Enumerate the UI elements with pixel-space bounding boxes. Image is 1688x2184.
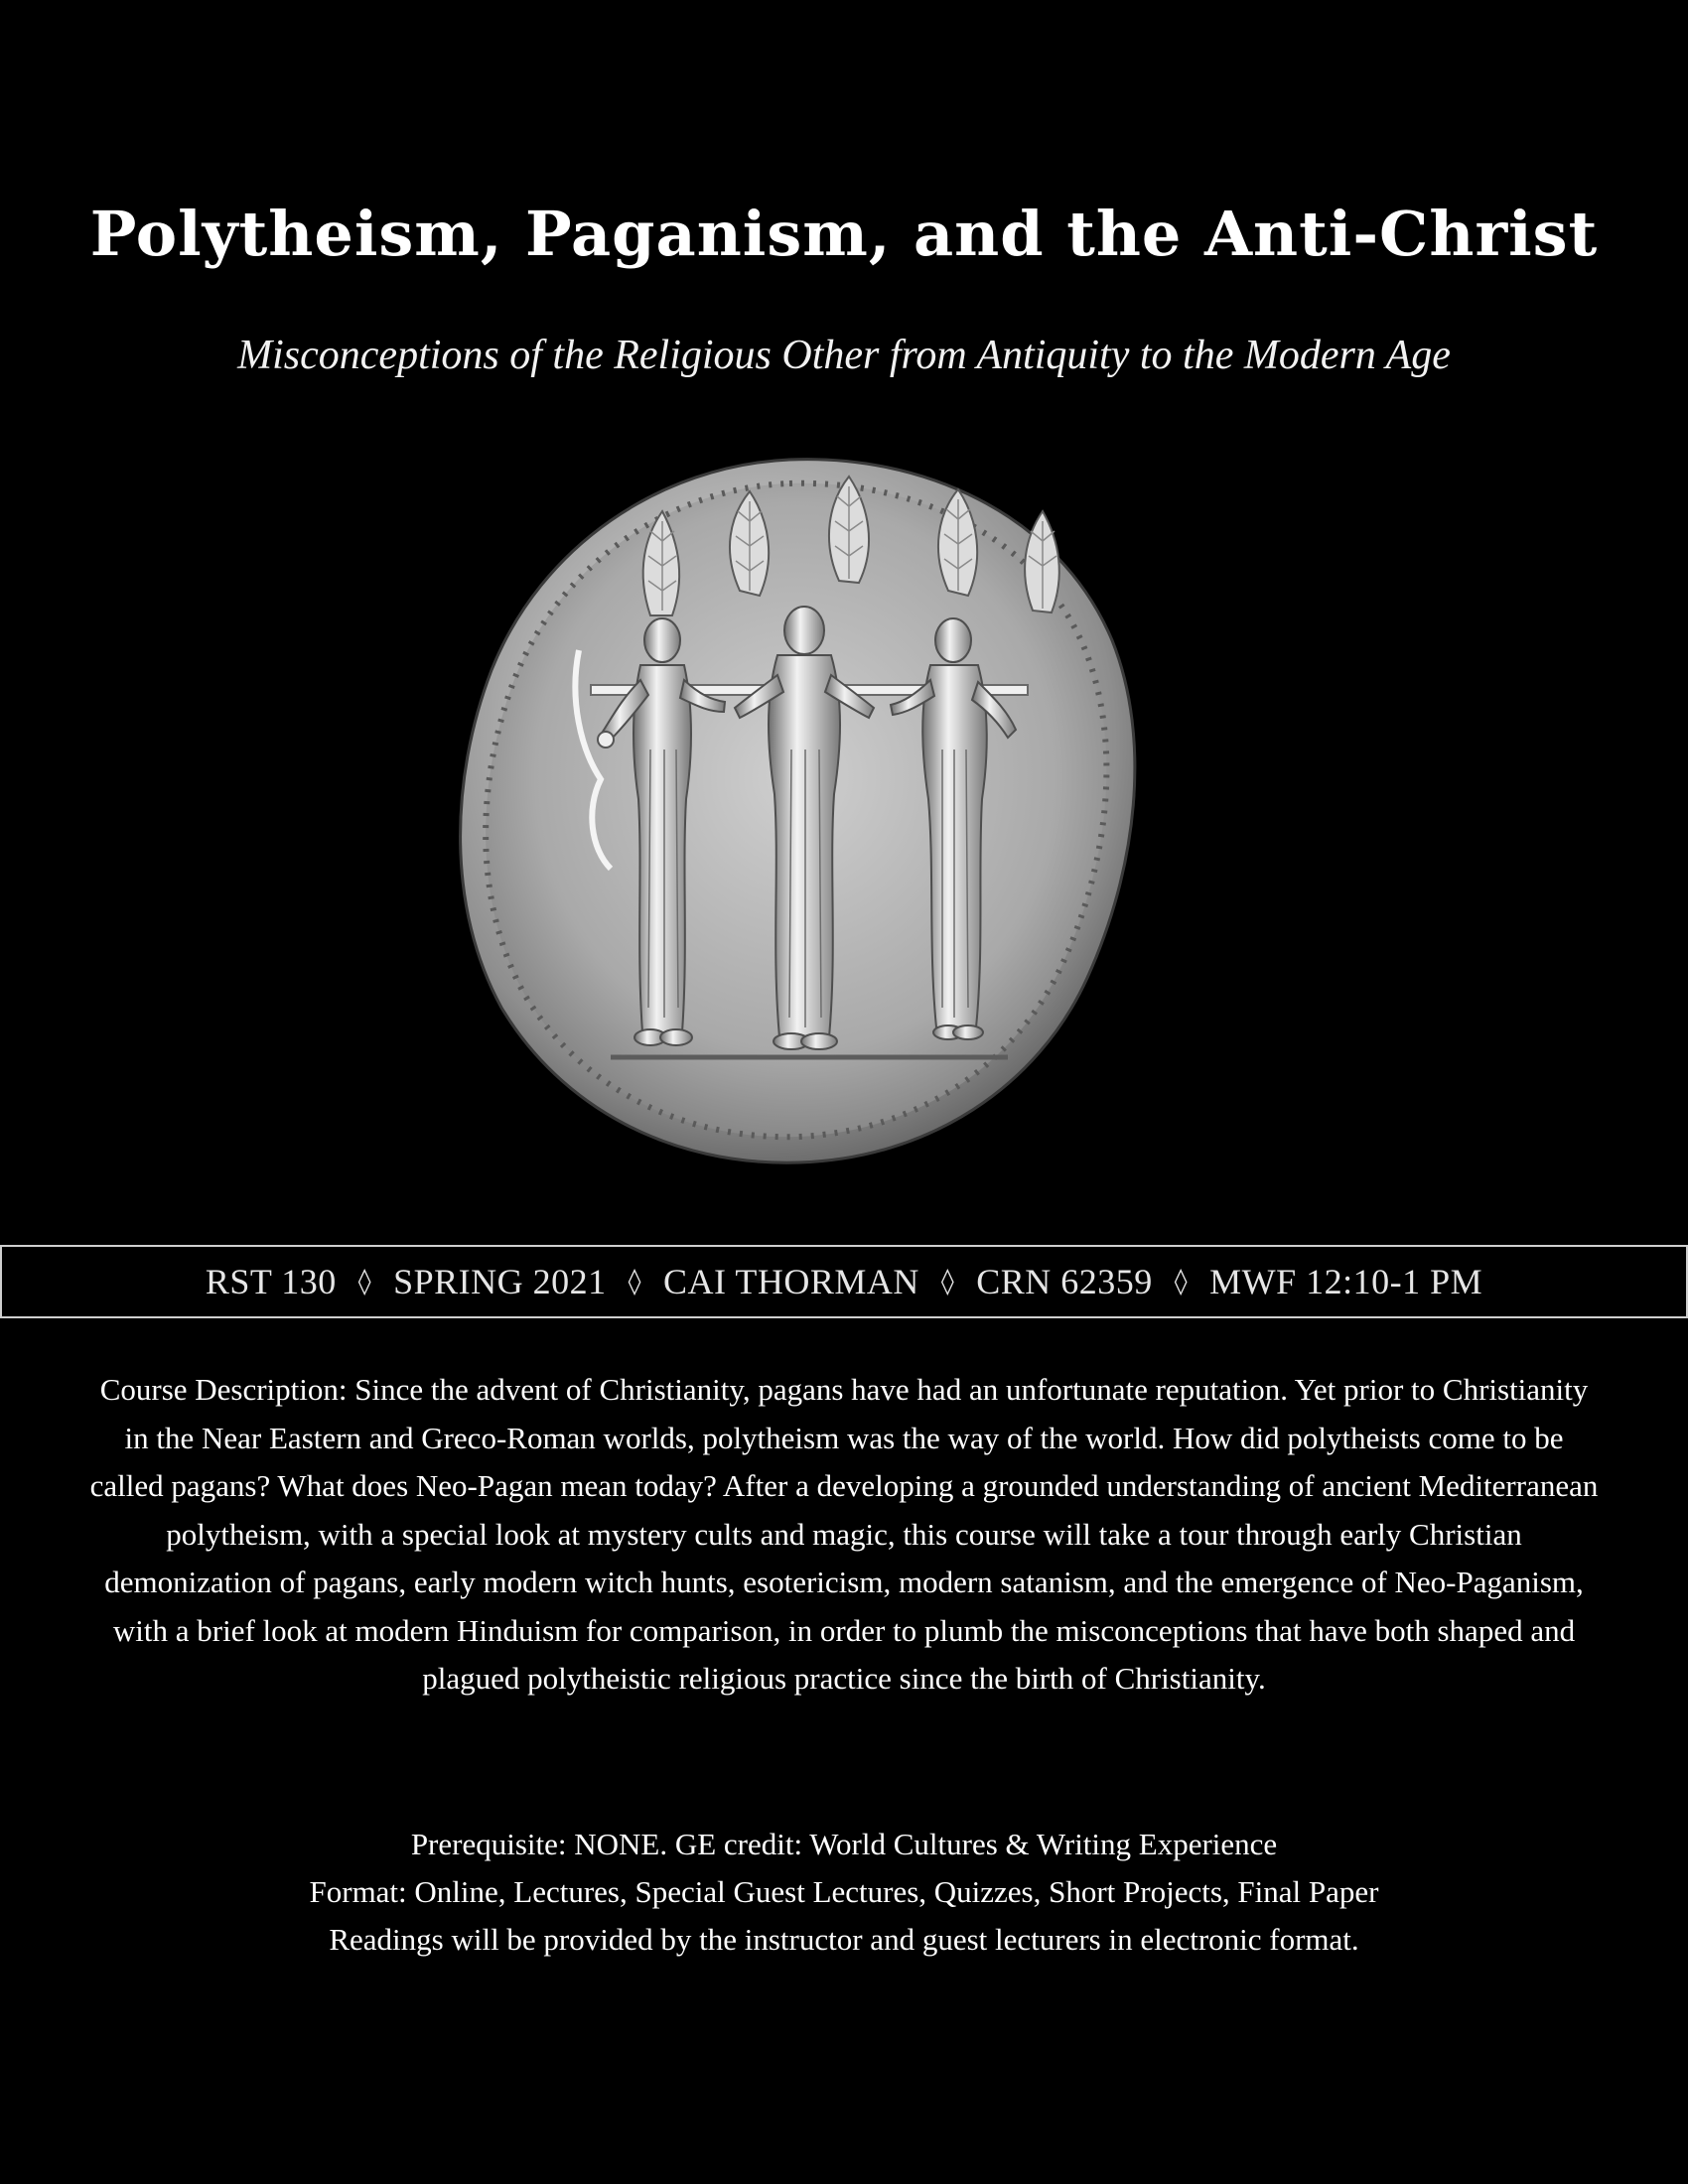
readings-line: Readings will be provided by the instructor and guest lecturers in electronic format. <box>329 1922 1359 1957</box>
course-crn: CRN 62359 <box>976 1262 1153 1301</box>
prerequisite-line: Prerequisite: NONE. GE credit: World Cultures & Writing Experience <box>410 1827 1278 1861</box>
diamond-separator-icon: ◊ <box>1174 1267 1189 1297</box>
course-details <box>0 1821 1688 1964</box>
course-instructor: CAI THORMAN <box>663 1262 919 1301</box>
course-schedule: MWF 12:10-1 PM <box>1209 1262 1483 1301</box>
diamond-separator-icon: ◊ <box>357 1267 372 1297</box>
flyer-subtitle: Misconceptions of the Religious Other from Antiquity to the Modern Age <box>237 333 1451 378</box>
course-term: SPRING 2021 <box>393 1262 607 1301</box>
format-line: Format: Online, Lectures, Special Guest Lectures, Quizzes, Short Projects, Final Paper <box>309 1874 1379 1909</box>
flyer-title: Polytheism, Paganism, and the Anti-Christ <box>89 198 1599 270</box>
coin-image <box>452 452 1147 1171</box>
diamond-separator-icon: ◊ <box>628 1267 641 1297</box>
course-description: Course Description: Since the advent of Christianity, pagans have had an unfortunate reputation. Yet prior to Christianity in the Near Eastern and Greco-Roman worlds, polytheism was the way of the world. How did polytheists come to be called pagans? What does Neo-Pagan mean today? After a developing a grounded understanding of ancient Mediterranean polytheism, with a special look at mystery cults and magic, this course will take a tour through early Christian demonization of pagans, early modern witch hunts, esotericism, modern satanism, and the emergence of Neo-Paganism, with a brief look at modern Hinduism for comparison, in order to plumb the misconceptions that have both shaped and plagued polytheistic religious practice since the birth of Christianity. <box>89 1372 1599 1696</box>
course-info-bar <box>0 1245 1688 1318</box>
course-code: RST 130 <box>205 1262 337 1301</box>
diamond-separator-icon: ◊ <box>940 1267 955 1297</box>
